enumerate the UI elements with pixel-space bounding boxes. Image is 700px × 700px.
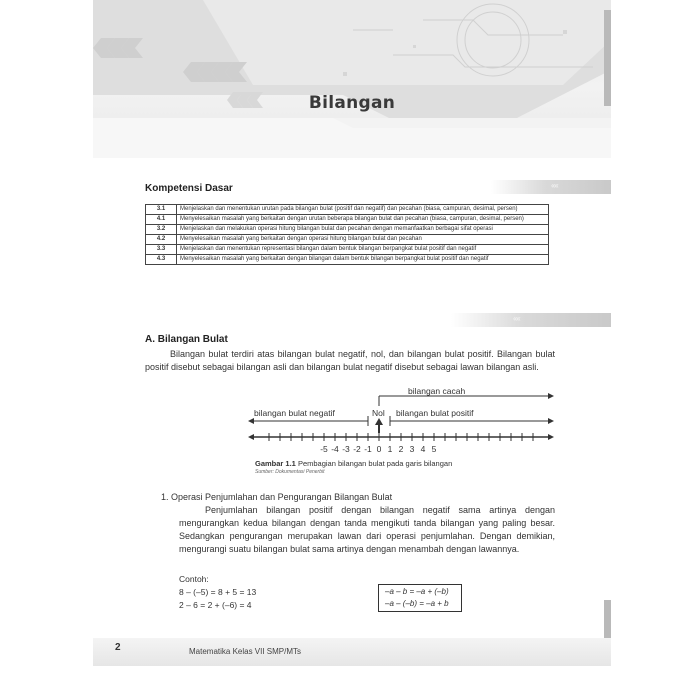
tick-label: 0	[376, 444, 382, 454]
kd-code: 3.3	[146, 245, 177, 255]
negatif-label: bilangan bulat negatif	[254, 408, 335, 418]
kd-code: 3.2	[146, 225, 177, 235]
main-right-arrowhead	[548, 434, 554, 440]
table-row	[146, 225, 549, 235]
kd-text: Menjelaskan dan menentukan representasi bilangan dalam bentuk bilangan berpangkat bulat positif dan negatif	[177, 245, 549, 255]
tick-label: 5	[431, 444, 437, 454]
kd-code: 3.1	[146, 205, 177, 215]
tick-label: -5	[320, 444, 328, 454]
figure-caption-text: Pembagian bilangan bulat pada garis bilangan	[297, 459, 453, 468]
positif-arrowhead	[548, 418, 554, 424]
subsection-1-heading: 1. Operasi Penjumlahan dan Pengurangan Bilangan Bulat	[161, 492, 393, 502]
tick-label: 3	[409, 444, 415, 454]
number-line-figure	[248, 383, 558, 458]
nol-label: Nol	[372, 408, 385, 418]
kompetensi-table	[145, 204, 549, 265]
tick-label: -2	[353, 444, 361, 454]
tick-label: 2	[398, 444, 404, 454]
table-row	[146, 235, 549, 245]
section-a-heading: A. Bilangan Bulat	[145, 334, 228, 345]
kompetensi-heading: Kompetensi Dasar	[145, 183, 233, 194]
section-a-paragraph: Bilangan bulat terdiri atas bilangan bulat negatif, nol, dan bilangan bulat positif. Bilangan bulat positif disebut sebagai bilangan asli dan bilangan bulat negatif disebut sebagai lawan bilangan asli.	[145, 349, 555, 372]
kd-code: 4.3	[146, 255, 177, 265]
tick-label: -4	[331, 444, 339, 454]
rule-2: –a – (–b) = –a + b	[385, 599, 449, 608]
kd-text: Menyelesaikan masalah yang berkaitan dengan bilangan dalam bentuk bilangan berpangkat bulat positif dan negatif	[177, 255, 549, 265]
rule-box	[378, 584, 462, 612]
page-number: 2	[115, 642, 121, 653]
tick-label: 4	[420, 444, 426, 454]
main-left-arrowhead	[248, 434, 254, 440]
table-row	[146, 215, 549, 225]
section-ribbon: ‹‹‹‹	[451, 313, 611, 327]
nol-arrowhead	[375, 418, 383, 425]
subsection-1-paragraph: Penjumlahan bilangan positif dengan bilangan negatif sama artinya dengan mengurangkan kedua bilangan dengan tanda mengikuti tanda bilangan yang paling besar. Sedangkan pengurangan merupakan lawan dari operasi penjumlahan. Dengan demikian, mengurangi suatu bilangan bulat sama artinya dengan menambah dengan lawannya.	[179, 505, 555, 554]
cacah-arrowhead	[548, 393, 554, 399]
book-page	[93, 0, 611, 700]
table-row	[146, 255, 549, 265]
kd-text: Menjelaskan dan menentukan urutan pada bilangan bulat (positif dan negatif) dan pecahan (biasa, campuran, desimal, persen)	[177, 205, 549, 215]
kd-text: Menjelaskan dan melakukan operasi hitung bilangan bulat dan pecahan dengan memanfaatkan berbagai sifat operasi	[177, 225, 549, 235]
chapter-title: Bilangan	[308, 93, 396, 113]
kd-code: 4.1	[146, 215, 177, 225]
chapter-banner	[93, 0, 611, 158]
kd-text: Menyelesaikan masalah yang berkaitan dengan urutan beberapa bilangan bulat dan pecahan (biasa, campuran, desimal, persen)	[177, 215, 549, 225]
rule-1: –a – b = –a + (–b)	[385, 587, 449, 596]
table-row	[146, 245, 549, 255]
tick-group	[269, 433, 533, 454]
cacah-label: bilangan cacah	[408, 386, 466, 396]
example-2: 2 – 6 = 2 + (–6) = 4	[179, 600, 252, 610]
negatif-arrowhead	[248, 418, 254, 424]
side-bar-top	[604, 10, 611, 106]
positif-label: bilangan bulat positif	[396, 408, 474, 418]
tick-label: 1	[387, 444, 393, 454]
tick-label: -1	[364, 444, 372, 454]
figure-caption	[255, 459, 452, 468]
kd-text: Menyelesaikan masalah yang berkaitan dengan operasi hitung bilangan bulat dan pecahan	[177, 235, 549, 245]
footer-band	[93, 638, 611, 666]
contoh-label: Contoh:	[179, 574, 209, 584]
section-ribbon: ‹‹‹‹	[491, 180, 611, 194]
table-row	[146, 205, 549, 215]
kd-code: 4.2	[146, 235, 177, 245]
example-1: 8 – (–5) = 8 + 5 = 13	[179, 587, 257, 597]
footer-book-title: Matematika Kelas VII SMP/MTs	[189, 647, 302, 656]
figure-source: Sumber: Dokumentasi Penerbit	[255, 469, 325, 475]
figure-caption-label: Gambar 1.1	[255, 459, 296, 468]
banner-decoration	[93, 0, 611, 158]
tick-label: -3	[342, 444, 350, 454]
